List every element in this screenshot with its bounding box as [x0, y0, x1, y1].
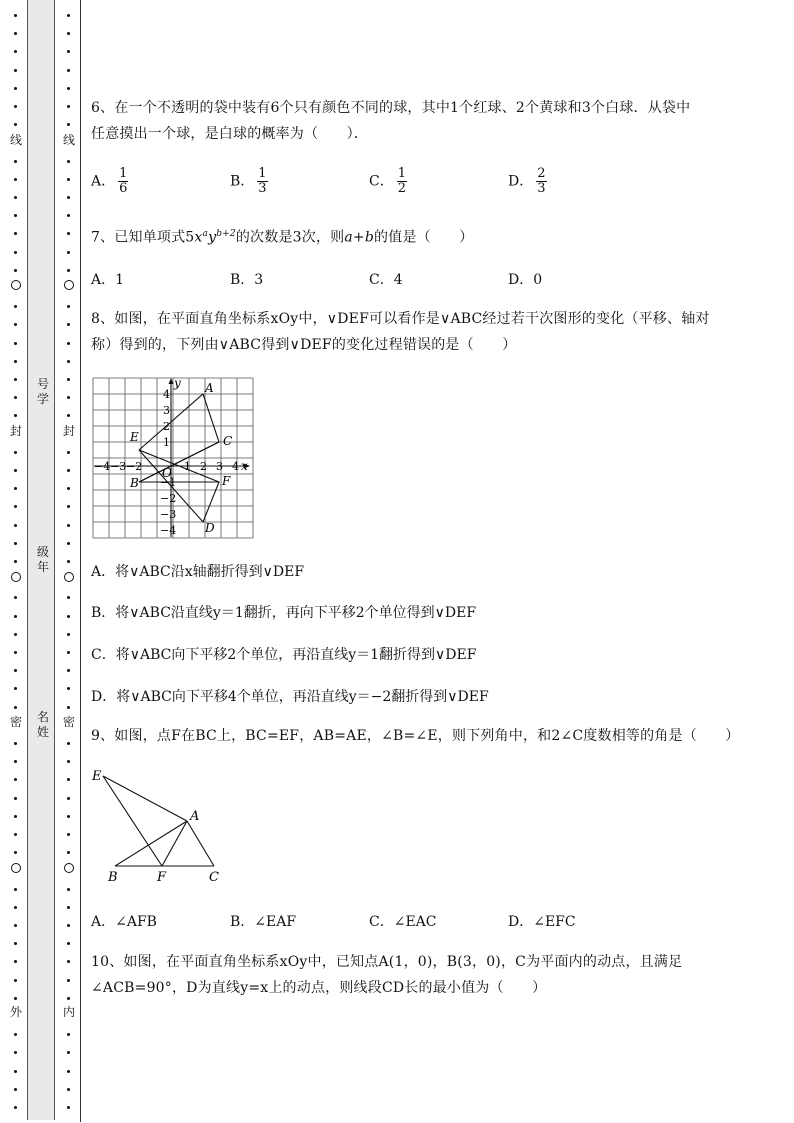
margin-dot — [14, 833, 17, 836]
margin-dot — [14, 178, 17, 181]
point-f-label: F — [157, 870, 167, 885]
option-label: D． — [508, 173, 534, 190]
margin-dot — [14, 123, 17, 126]
field-class-label — [36, 545, 50, 575]
exp-a: a — [202, 229, 209, 239]
segment-af — [162, 821, 187, 866]
point-d-label: D — [205, 521, 215, 535]
q7-stem — [91, 221, 473, 251]
q7-prefix: 7、已知单项式5 — [91, 229, 195, 246]
point-a-label: A — [205, 381, 214, 395]
margin-dot — [14, 305, 17, 308]
numerator: 2 — [537, 166, 546, 181]
margin-dot — [67, 269, 70, 272]
q6-option-d[interactable] — [508, 167, 547, 196]
margin-dot — [14, 851, 17, 854]
margin-dot — [67, 560, 70, 563]
margin-dot — [67, 542, 70, 545]
denominator: 6 — [119, 181, 128, 196]
margin-dot — [67, 305, 70, 308]
margin-dot — [67, 251, 70, 254]
margin-dot — [14, 251, 17, 254]
margin-dot — [14, 105, 17, 108]
x-tick: −3 — [110, 460, 127, 473]
point-a-label: A — [190, 809, 200, 824]
margin-dot — [14, 997, 17, 1000]
q6-stem-line1: 6、在一个不透明的袋中装有6个只有颜色不同的球，其中1个红球、2个黄球和3个白球．从袋中 — [91, 100, 691, 116]
q8-stem-line1: 8、如图，在平面直角坐标系xOy中，∨DEF可以看作是∨ABC经过若干次图形的变化（平移、轴对 — [91, 311, 710, 327]
margin-dot — [67, 1033, 70, 1036]
margin-dot — [14, 906, 17, 909]
margin-dot — [67, 596, 70, 599]
q9-triangle-figure — [88, 764, 228, 886]
field-char: 名 — [36, 710, 49, 724]
y-tick: −1 — [160, 476, 177, 489]
margin-dot — [14, 687, 17, 690]
point-e-label: E — [130, 430, 139, 444]
exp-b2: b+2 — [216, 229, 236, 239]
q9-option-c[interactable]: C．∠EAC — [369, 914, 437, 930]
x-tick: 2 — [200, 460, 207, 473]
q9-option-a[interactable]: A．∠AFB — [91, 914, 157, 930]
outer-label-wai: 外 — [9, 1005, 22, 1019]
edge-bc — [139, 442, 219, 482]
margin-dot — [14, 596, 17, 599]
inner-label-xian: 线 — [62, 133, 75, 147]
margin-dot — [14, 414, 17, 417]
margin-dot — [67, 706, 70, 709]
margin-dot — [67, 778, 70, 781]
margin-dot — [14, 1088, 17, 1091]
margin-dot — [14, 797, 17, 800]
margin-dot — [14, 1033, 17, 1036]
fraction — [118, 167, 128, 196]
q7-option-a[interactable]: A．1 — [91, 272, 125, 288]
margin-dot — [67, 942, 70, 945]
x-axis-label: x — [241, 459, 248, 473]
numerator: 1 — [258, 166, 267, 181]
margin-dot — [14, 960, 17, 963]
x-tick: 3 — [216, 460, 223, 473]
margin-dot — [67, 1070, 70, 1073]
margin-dot — [67, 687, 70, 690]
margin-ring — [64, 863, 74, 873]
y-axis-label: y — [174, 377, 181, 390]
margin-dot — [67, 196, 70, 199]
point-c-label: C — [223, 434, 233, 448]
outer-label-xian: 线 — [9, 133, 22, 147]
margin-dot — [67, 414, 70, 417]
field-char: 号 — [36, 377, 49, 391]
margin-dot — [14, 342, 17, 345]
margin-dot — [67, 997, 70, 1000]
q8-option-d[interactable]: D．将∨ABC向下平移4个单位，再沿直线y＝−2翻折得到∨DEF — [91, 689, 489, 705]
margin-dot — [14, 760, 17, 763]
outer-label-mi: 密 — [9, 715, 22, 729]
margin-dot — [14, 451, 17, 454]
margin-dot — [67, 815, 70, 818]
margin-dot — [67, 651, 70, 654]
q8-coordinate-figure — [92, 377, 254, 539]
margin-dot — [14, 214, 17, 217]
segment-ef — [103, 776, 162, 866]
x-tick: −2 — [126, 460, 143, 473]
margin-dot — [67, 469, 70, 472]
inner-label-nei: 内 — [62, 1005, 75, 1019]
field-student-id-label — [36, 377, 50, 407]
q10-stem-line2: ∠ACB=90°，D为直线y=x上的动点，则线段CD长的最小值为（ ） — [91, 980, 547, 996]
y-tick: 2 — [163, 420, 170, 433]
margin-dot — [67, 505, 70, 508]
denominator: 3 — [258, 181, 267, 196]
margin-dot — [67, 160, 70, 163]
q8-stem-line2: 称）得到的，下列由∨ABC得到∨DEF的变化过程错误的是（ ） — [91, 337, 517, 353]
margin-dot — [14, 1106, 17, 1109]
margin-dot — [67, 14, 70, 17]
margin-dot — [67, 360, 70, 363]
margin-dot — [67, 342, 70, 345]
margin-dot — [67, 105, 70, 108]
margin-ring — [64, 572, 74, 582]
segment-ba — [115, 821, 187, 866]
point-c-label: C — [209, 870, 219, 885]
x-tick: 4 — [232, 460, 239, 473]
margin-dot — [67, 979, 70, 982]
margin-dot — [67, 69, 70, 72]
margin-rule-line — [80, 0, 81, 1122]
margin-dot — [14, 360, 17, 363]
margin-dot — [14, 378, 17, 381]
denominator: 3 — [537, 181, 546, 196]
margin-dot — [14, 87, 17, 90]
option-label: C． — [369, 173, 394, 190]
origin-label: O — [162, 466, 172, 480]
margin-dot — [67, 851, 70, 854]
margin-dot — [67, 123, 70, 126]
q9-option-d[interactable]: D．∠EFC — [508, 914, 576, 930]
margin-dot — [14, 323, 17, 326]
margin-dot — [14, 888, 17, 891]
margin-ring — [11, 863, 21, 873]
numerator: 1 — [397, 166, 406, 181]
var-x: x — [194, 229, 203, 246]
option-label: A． — [91, 173, 116, 190]
margin-dot — [67, 487, 70, 490]
point-f-label: F — [222, 474, 231, 488]
q6-stem-line2: 任意摸出一个球，是白球的概率为（ ）． — [91, 126, 368, 142]
y-tick: 4 — [163, 388, 170, 401]
margin-dot — [67, 178, 70, 181]
field-name-label — [36, 710, 50, 740]
var-y: y — [208, 229, 217, 246]
outer-label-feng: 封 — [9, 424, 22, 438]
field-char: 姓 — [36, 725, 49, 739]
segment-ea — [103, 776, 187, 821]
point-b-label: B — [130, 476, 139, 490]
margin-dot — [67, 50, 70, 53]
margin-dot — [67, 1106, 70, 1109]
point-e-label: E — [92, 769, 102, 784]
field-char: 年 — [36, 560, 49, 574]
q8-option-b[interactable]: B．将∨ABC沿直线y＝1翻折，再向下平移2个单位得到∨DEF — [91, 605, 477, 621]
margin-dot — [67, 833, 70, 836]
margin-dot — [67, 888, 70, 891]
fraction — [536, 167, 546, 196]
margin-dot — [14, 160, 17, 163]
x-tick: 1 — [184, 460, 191, 473]
margin-dot — [67, 524, 70, 527]
margin-dot — [14, 1070, 17, 1073]
q8-option-a[interactable]: A．将∨ABC沿x轴翻折得到∨DEF — [91, 564, 305, 580]
margin-dot — [67, 87, 70, 90]
margin-dot — [14, 69, 17, 72]
q9-stem: 9、如图，点F在BC上，BC=EF，AB=AE，∠B=∠E，则下列角中，和2∠C度数相等的角是（ ） — [91, 728, 740, 744]
margin-dot — [14, 742, 17, 745]
margin-dot — [67, 742, 70, 745]
margin-dot — [14, 524, 17, 527]
q9-option-b[interactable]: B．∠EAF — [230, 914, 297, 930]
margin-dot — [67, 451, 70, 454]
margin-dot — [14, 706, 17, 709]
margin-dot — [14, 924, 17, 927]
margin-dot — [67, 960, 70, 963]
margin-dot — [67, 615, 70, 618]
q10-stem-line1: 10、如图，在平面直角坐标系xOy中，已知点A(1，0)，B(3，0)，C为平面内的动点，且满足 — [91, 954, 683, 970]
option-label: B． — [230, 173, 255, 190]
margin-dot — [67, 1088, 70, 1091]
q7-option-c[interactable]: C．4 — [369, 272, 403, 288]
margin-dot — [14, 979, 17, 982]
margin-dot — [67, 924, 70, 927]
margin-dot — [14, 469, 17, 472]
q7-middle: 的次数是3次，则 — [235, 229, 345, 246]
margin-dot — [14, 196, 17, 199]
margin-dot — [67, 1051, 70, 1054]
q7-option-b[interactable]: B．3 — [230, 272, 264, 288]
margin-dot — [67, 214, 70, 217]
expr-a-plus-b: a+b — [344, 229, 375, 246]
segment-ac — [187, 821, 214, 866]
margin-dot — [14, 778, 17, 781]
q6-option-a[interactable] — [91, 167, 128, 196]
point-b-label: B — [108, 870, 118, 885]
y-tick: −2 — [160, 492, 177, 505]
q6-option-c[interactable] — [369, 167, 407, 196]
margin-dot — [14, 232, 17, 235]
margin-dot — [14, 505, 17, 508]
q7-option-d[interactable]: D．0 — [508, 272, 543, 288]
field-char: 学 — [36, 392, 49, 406]
margin-dot — [67, 797, 70, 800]
margin-dot — [14, 560, 17, 563]
denominator: 2 — [397, 181, 406, 196]
q7-suffix: 的值是（ ） — [374, 229, 474, 246]
margin-ring — [11, 572, 21, 582]
margin-dot — [14, 633, 17, 636]
margin-dot — [67, 378, 70, 381]
margin-dot — [14, 942, 17, 945]
q6-option-b[interactable] — [230, 167, 268, 196]
q8-option-c[interactable]: C．将∨ABC向下平移2个单位，再沿直线y＝1翻折得到∨DEF — [91, 647, 477, 663]
margin-dot — [67, 760, 70, 763]
inner-label-mi: 密 — [62, 715, 75, 729]
y-tick: 3 — [163, 404, 170, 417]
y-tick: 1 — [163, 436, 170, 449]
margin-dot — [14, 14, 17, 17]
margin-dot — [14, 1051, 17, 1054]
margin-dot — [67, 633, 70, 636]
margin-ring — [64, 280, 74, 290]
margin-dot — [14, 615, 17, 618]
margin-dot — [14, 669, 17, 672]
margin-dot — [14, 542, 17, 545]
margin-dot — [14, 50, 17, 53]
margin-ring — [11, 280, 21, 290]
margin-dot — [67, 232, 70, 235]
margin-dot — [67, 323, 70, 326]
margin-dot — [14, 269, 17, 272]
margin-dot — [14, 396, 17, 399]
margin-dot — [67, 906, 70, 909]
inner-label-feng: 封 — [62, 424, 75, 438]
margin-dot — [14, 651, 17, 654]
margin-dot — [14, 815, 17, 818]
field-char: 级 — [36, 545, 49, 559]
fraction — [257, 167, 267, 196]
margin-dot — [14, 32, 17, 35]
y-tick: −3 — [160, 508, 177, 521]
margin-dot — [67, 669, 70, 672]
numerator: 1 — [119, 166, 128, 181]
fraction — [397, 167, 407, 196]
margin-dot — [67, 32, 70, 35]
x-tick: −4 — [94, 460, 111, 473]
y-tick: −4 — [160, 524, 177, 537]
margin-dot — [67, 396, 70, 399]
margin-dot — [14, 487, 17, 490]
